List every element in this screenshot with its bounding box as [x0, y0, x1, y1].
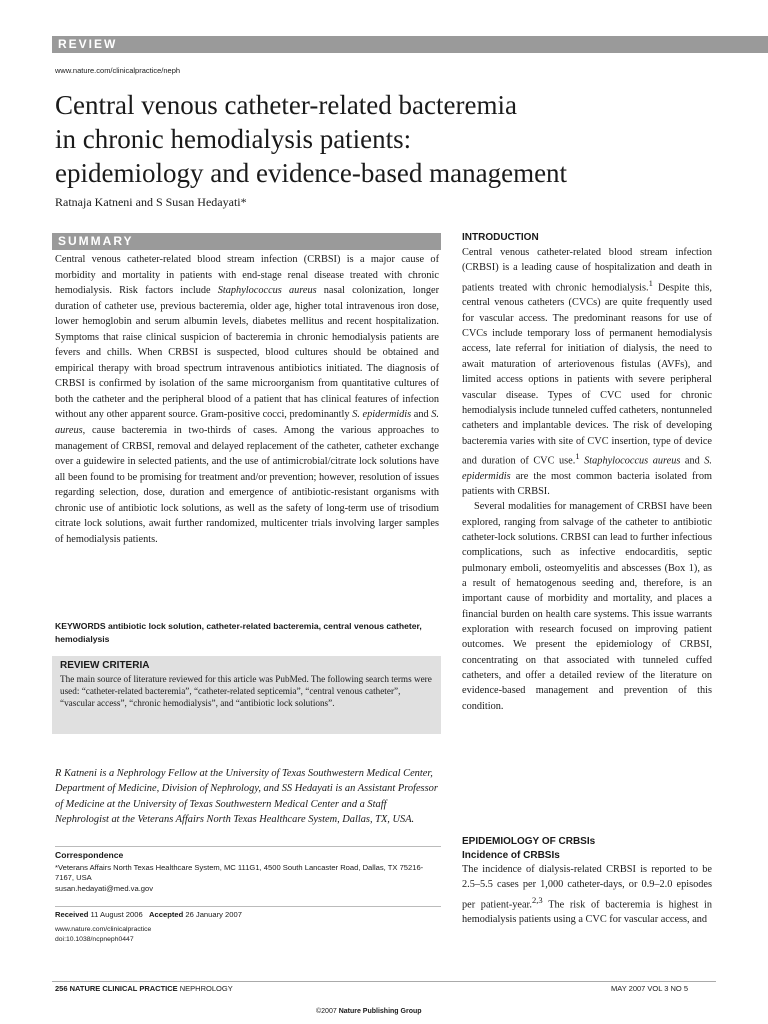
epidemiology-paragraph: The incidence of dialysis-related CRBSI is reported to be 2.5–5.5 cases per 1,000 catheter-days, or 0.9–2.0 episodes per patient-year.$^{2,3}$ The risk of bacteremia is highest in hemodialysis patients using a CVC for vascular access, and	[462, 864, 712, 926]
intro-paragraph-1: Central venous catheter-related blood stream infection (CRBSI) is a leading cause of hospitalization and death in patients treated with chronic hemodialysis.$^1$ Despite this, central venous catheters (CVCs) are quite frequently used for vascular access. The predominant reasons for use of CVCs include temporary loss of permanent hemodialysis access, late referral for initiation of dialysis, the need to await maturation of arteriovenous fistulas (AVFs), and limited access options in patients with severe peripheral vascular disease. Types of CVC used for chronic hemodialysis include tunneled cuffed catheters, nontunneled catheters and implantable devices. The risk of developing bacteremia varies with site of CVC insertion, type of device and duration of CVC use.$^1$ Staphylococcus aureus and S. epidermidis are the most common bacteria isolated from patients with CRBSI.	[462, 247, 712, 497]
page-number: 256	[55, 984, 68, 993]
copyright: ©2007 Nature Publishing Group	[316, 1008, 422, 1015]
article-title	[55, 88, 745, 190]
footer-left	[55, 984, 233, 993]
journal-name: NATURE CLINICAL PRACTICE	[69, 984, 178, 993]
footer-rule	[52, 981, 716, 982]
introduction-heading: INTRODUCTION	[462, 232, 539, 243]
journal-url[interactable]: www.nature.com/clinicalpractice/neph	[55, 66, 181, 75]
doi-block	[55, 925, 151, 944]
review-criteria-heading: REVIEW CRITERIA	[60, 660, 150, 671]
divider	[55, 906, 441, 907]
section-label: REVIEW	[58, 37, 118, 51]
authors: Ratnaja Katneni and S Susan Hedayati*	[55, 195, 247, 209]
keywords	[55, 620, 439, 646]
journal-specialty: NEPHROLOGY	[179, 984, 233, 993]
title-line-2: in chronic hemodialysis patients:	[55, 124, 412, 154]
review-criteria-box	[52, 656, 441, 734]
summary-text: Central venous catheter-related blood stream infection (CRBSI) is a major cause of morbidity and mortality in patients with end-stage renal disease treated with chronic hemodialysis. Risk factors include Staphylococcus aureus nasal colonization, longer duration of catheter use, previous bacteremia, older age, higher total intravenous iron dose, lower hemoglobin and serum albumin levels, diabetes mellitus and recent hospitalization. Symptoms that raise clinical suspicion of bacteremia in chronic hemodialysis patients are fevers and chills. When CRBSI is suspected, blood cultures should be obtained and empirical therapy with broad spectrum intravenous antibiotics initiated. The diagnosis of CRBSI is confirmed by isolation of the same microorganism from quantitative cultures of both the catheter and the peripheral blood of a patient that has clinical features of infection without any other apparent source. Gram-positive cocci, predominantly S. epidermidis and S. aureus, cause bacteremia in two-thirds of cases. Among the various approaches to management of CRBSI, removal and delayed replacement of the catheter, catheter exchange over a guidewire in selected patients, and the use of antimicrobial/citrate lock solutions have all been found to be promising for treatment and/or prevention; however, resolution of issues regarding selection, dose, duration and emergence of antibiotic-resistant organisms with chronic use of antibiotic lock solutions, as well as the safety of long-term use of trisodium citrate lock solutions, await further randomized, multicenter trials involving larger samples of hemodialysis patients.	[55, 254, 440, 545]
correspondence-heading: Correspondence	[55, 850, 124, 860]
author-bio: R Katneni is a Nephrology Fellow at the University of Texas Southwestern Medical Center, Department of Medicine, Division of Nephrology, and SS Hedayati is an Assistant Professor of Medicine at the University of Texas Southwestern Medical Center and a Staff Nephrologist at the Veterans Affairs North Texas Healthcare System, Dallas, TX, USA.	[55, 768, 438, 825]
introduction-section	[462, 232, 712, 714]
title-line-1: Central venous catheter-related bacteremia	[55, 90, 517, 120]
incidence-subheading: Incidence of CRBSIs	[462, 850, 560, 861]
correspondence-email[interactable]: susan.hedayati@med.va.gov	[55, 883, 154, 893]
epidemiology-section	[462, 836, 712, 928]
title-line-3: epidemiology and evidence-based management	[55, 158, 568, 188]
issue-info: MAY 2007 VOL 3 NO 5	[611, 984, 688, 993]
section-banner	[52, 36, 768, 53]
correspondence-address: *Veterans Affairs North Texas Healthcare System, MC 111G1, 4500 South Lancaster Road, Dallas, TX 75216-7167, USA	[55, 862, 424, 882]
keywords-text: antibiotic lock solution, catheter-related bacteremia, central venous catheter, hemodialysis	[55, 621, 422, 644]
article-url[interactable]: www.nature.com/clinicalpractice	[55, 926, 152, 933]
correspondence	[55, 850, 439, 894]
epidemiology-heading: EPIDEMIOLOGY OF CRBSIs	[462, 836, 596, 847]
intro-paragraph-2: Several modalities for management of CRBSI have been explored, ranging from salvage of the catheter to antibiotic catheter-lock solutions. CRBSI can lead to further infectious complications, such as infective endocarditis, septic pulmonary emboli, osteomyelitis and abscesses (Box 1), as a result of hematogenous seeding and, therefore, is an important cause of morbidity and mortality, and places a financial burden on health care systems. This issue warrants exploration with research focused on improving patient outcomes. We present the epidemiology of CRBSI, concentrating on that associated with tunneled cuffed catheters, and offer a detailed review of the literature on evidence-based management and prevention of this condition.	[462, 501, 712, 712]
summary-banner	[52, 233, 441, 250]
keywords-label: KEYWORDS	[55, 621, 106, 631]
doi[interactable]: doi:10.1038/ncpneph0447	[55, 935, 134, 943]
dates: Received 11 August 2006 Accepted 26 January 2007	[55, 910, 242, 919]
review-criteria-text: The main source of literature reviewed for this article was PubMed. The following search terms were used: “catheter-related bacteremia”, “catheter-related septicemia”, “central venous catheter”, “vascular access”, “chronic hemodialysis”, and “antibiotic lock solutions”.	[60, 674, 432, 709]
summary-heading: SUMMARY	[58, 234, 134, 248]
divider	[55, 846, 441, 847]
